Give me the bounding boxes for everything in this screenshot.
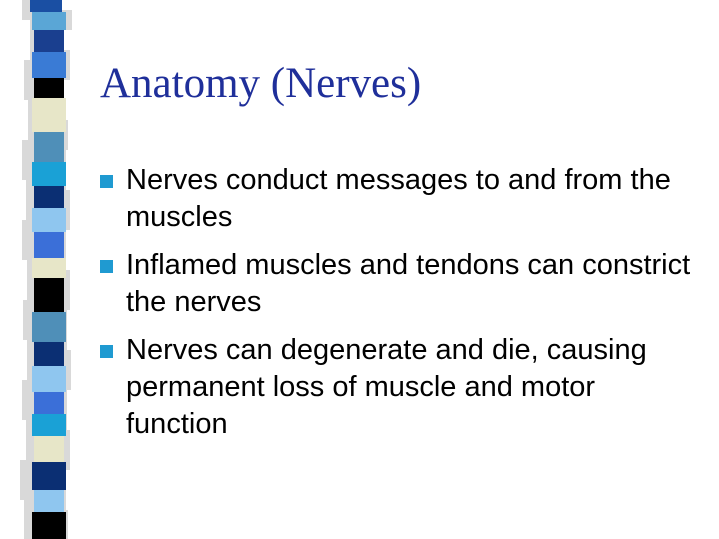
square-bullet-icon [100, 175, 113, 188]
square-bullet-icon [100, 345, 113, 358]
slide-title: Anatomy (Nerves) [100, 60, 422, 107]
bullet-item [100, 247, 700, 321]
bullet-text: Nerves can degenerate and die, causing permanent loss of muscle and motor function [126, 334, 647, 440]
bullet-item [100, 332, 700, 443]
square-bullet-icon [100, 260, 113, 273]
decorative-stripe-bar [0, 0, 80, 539]
bullet-text: Nerves conduct messages to and from the muscles [126, 164, 671, 233]
bullet-list [100, 162, 700, 454]
bullet-text: Inflamed muscles and tendons can constrict the nerves [126, 249, 691, 318]
bullet-item [100, 162, 700, 236]
